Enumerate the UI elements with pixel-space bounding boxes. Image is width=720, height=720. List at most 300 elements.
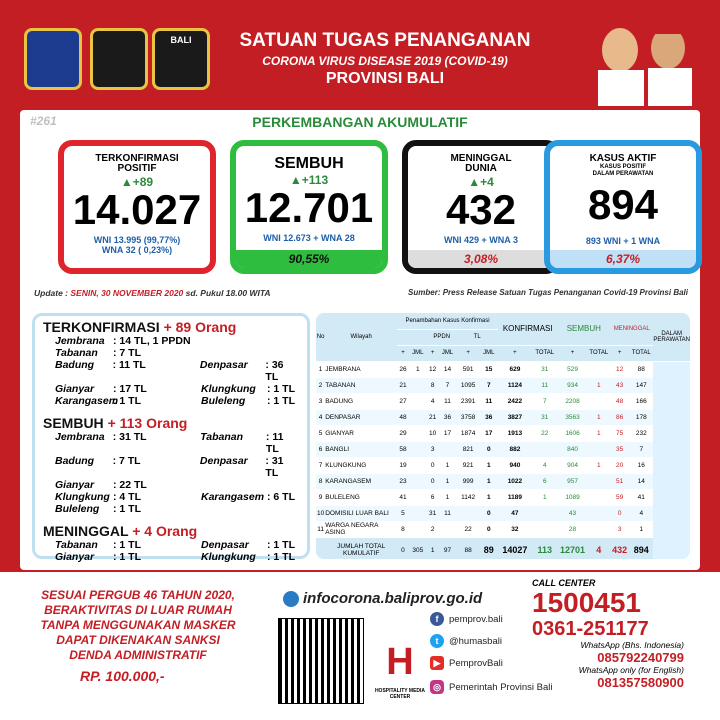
table-cell: JEMBRANA bbox=[325, 361, 397, 377]
table-cell: 0 bbox=[610, 505, 629, 521]
recovered-cell bbox=[201, 503, 267, 515]
table-cell: 43 bbox=[610, 377, 629, 393]
warning-line: BERAKTIVITAS DI LUAR RUMAH bbox=[44, 603, 232, 617]
col-tl-plus: + bbox=[457, 345, 480, 361]
col-konf-plus: + bbox=[498, 345, 532, 361]
hmc-logo bbox=[370, 636, 430, 712]
table-cell bbox=[409, 441, 427, 457]
table-cell: GIANYAR bbox=[325, 425, 397, 441]
confirmed-cell: Karangasem bbox=[55, 395, 119, 407]
confirmed-value: 14.027 bbox=[72, 186, 202, 233]
confirmed-cell: Badung bbox=[55, 359, 95, 371]
twitter-icon: t bbox=[430, 634, 444, 648]
total-cell: 89 bbox=[480, 537, 498, 559]
active-value: 894 bbox=[587, 181, 659, 228]
update-line bbox=[34, 288, 271, 298]
table-cell: 629 bbox=[498, 361, 532, 377]
table-cell: TABANAN bbox=[325, 377, 397, 393]
table-cell bbox=[409, 425, 427, 441]
qr-code[interactable] bbox=[278, 618, 364, 704]
total-row bbox=[316, 537, 690, 559]
warning-line: SESUAI PERGUB 46 TAHUN 2020, bbox=[41, 588, 235, 602]
table-cell bbox=[588, 489, 611, 505]
table-cell: 22 bbox=[457, 521, 480, 537]
header-subtitle: CORONA VIRUS DISEASE 2019 (COVID-19) bbox=[262, 54, 508, 68]
confirmed-cell: : 1 TL bbox=[267, 383, 295, 395]
table-cell: 934 bbox=[558, 377, 588, 393]
table-cell: 921 bbox=[457, 457, 480, 473]
table-cell: 2 bbox=[316, 377, 325, 393]
table-cell: 21 bbox=[397, 377, 409, 393]
col-tl-jml: JML bbox=[480, 345, 498, 361]
table-cell: 11 bbox=[532, 377, 558, 393]
whatsapp-2-number[interactable]: 081357580900 bbox=[597, 675, 684, 690]
recovered-row bbox=[43, 491, 299, 503]
table-cell: 20 bbox=[610, 457, 629, 473]
recovered-cell: Jembrana bbox=[55, 431, 105, 443]
col-ppln bbox=[397, 329, 427, 345]
recovered-cell: Karangasem bbox=[201, 491, 265, 503]
confirmed-delta: ▲+89 bbox=[120, 175, 154, 189]
table-cell: 882 bbox=[498, 441, 532, 457]
recovered-row bbox=[43, 479, 299, 491]
footer bbox=[0, 572, 720, 720]
table-cell: 11 bbox=[316, 521, 325, 537]
table-row bbox=[316, 489, 690, 505]
died-delta: ▲+4 bbox=[468, 175, 494, 189]
website-link[interactable] bbox=[283, 590, 482, 607]
recovered-cell: Klungkung bbox=[55, 491, 110, 503]
total-cell: 4 bbox=[588, 537, 611, 559]
total-cell bbox=[316, 537, 325, 559]
table-cell: 1089 bbox=[558, 489, 588, 505]
table-cell: 232 bbox=[629, 425, 653, 441]
table-cell: 6 bbox=[532, 473, 558, 489]
table-cell: 840 bbox=[558, 441, 588, 457]
died-cell: Denpasar bbox=[201, 539, 249, 551]
col-ppdn: PPDN bbox=[427, 329, 457, 345]
confirmed-heading-text: TERKONFIRMASI bbox=[43, 319, 160, 335]
col-ppdn-jml: JML bbox=[438, 345, 456, 361]
table-cell: 3758 bbox=[457, 409, 480, 425]
table-row bbox=[316, 473, 690, 489]
recovered-cell: Denpasar bbox=[199, 455, 248, 467]
table-cell: 3563 bbox=[558, 409, 588, 425]
twitter-handle: @humasbali bbox=[449, 635, 502, 647]
confirmed-cell: Denpasar bbox=[199, 359, 248, 371]
died-card bbox=[402, 140, 560, 274]
call-number-1[interactable]: 1500451 bbox=[532, 587, 642, 618]
table-cell: 1 bbox=[438, 489, 456, 505]
youtube-handle: PemprovBali bbox=[449, 657, 503, 669]
table-cell: BADUNG bbox=[325, 393, 397, 409]
hmc-label: HOSPITALITY MEDIA CENTER bbox=[374, 688, 426, 700]
table-cell: 8 bbox=[427, 377, 439, 393]
confirmed-cell: Gianyar bbox=[55, 383, 95, 395]
table-cell: 1 bbox=[438, 473, 456, 489]
whatsapp-2-label: WhatsApp only (for English) bbox=[578, 665, 684, 675]
table-cell: 3827 bbox=[498, 409, 532, 425]
table-cell: 5 bbox=[397, 505, 409, 521]
table-cell: 75 bbox=[610, 425, 629, 441]
table-cell: DOMISILI LUAR BALI bbox=[325, 505, 397, 521]
social-facebook[interactable] bbox=[430, 612, 503, 626]
fine-amount: RP. 100.000,- bbox=[80, 668, 165, 684]
col-sembuh: SEMBUH bbox=[558, 313, 611, 345]
table-cell: 178 bbox=[629, 409, 653, 425]
bali-province-logo bbox=[24, 28, 82, 90]
table-cell: 14 bbox=[629, 473, 653, 489]
total-cell: 12701 bbox=[558, 537, 588, 559]
active-card bbox=[544, 140, 702, 274]
table-cell bbox=[532, 441, 558, 457]
died-heading-text: MENINGGAL bbox=[43, 523, 129, 539]
table-cell: 6 bbox=[427, 489, 439, 505]
died-cell: : 1 TL bbox=[267, 551, 295, 563]
instagram-icon: ◎ bbox=[430, 680, 444, 694]
table-cell: 11 bbox=[438, 505, 456, 521]
table-cell: 21 bbox=[427, 409, 439, 425]
total-cell: 14027 bbox=[498, 537, 532, 559]
confirmed-wni: WNI 13.995 (99,77%) bbox=[93, 235, 181, 245]
table-cell bbox=[409, 457, 427, 473]
confirmed-row bbox=[43, 347, 299, 359]
total-cell: 88 bbox=[457, 537, 480, 559]
table-cell: 0 bbox=[480, 441, 498, 457]
whatsapp-1-number[interactable]: 085792240799 bbox=[597, 650, 684, 665]
district-table bbox=[316, 313, 690, 559]
recovered-cell: Badung bbox=[55, 455, 95, 467]
daily-breakdown bbox=[32, 313, 310, 563]
warning-line: TANPA MENGGUNAKAN MASKER bbox=[40, 618, 236, 632]
confirmed-cell: : 14 TL, 1 PPDN bbox=[113, 335, 191, 347]
update-date: SENIN, 30 NOVEMBER 2020 bbox=[70, 288, 184, 298]
recovered-cell bbox=[201, 479, 267, 491]
table-cell: 41 bbox=[397, 489, 409, 505]
died-cell: Gianyar bbox=[55, 551, 95, 563]
table-row bbox=[316, 425, 690, 441]
table-cell: 1 bbox=[480, 457, 498, 473]
recovered-delta: ▲+113 bbox=[289, 173, 329, 187]
table-row bbox=[316, 441, 690, 457]
recovered-cell: : 7 TL bbox=[112, 455, 141, 467]
table-cell: 0 bbox=[480, 521, 498, 537]
table-cell: 8 bbox=[316, 473, 325, 489]
table-cell: 166 bbox=[629, 393, 653, 409]
confirmed-cell bbox=[201, 347, 267, 359]
table-cell: 31 bbox=[427, 505, 439, 521]
table-cell: 22 bbox=[532, 425, 558, 441]
table-cell: 7 bbox=[438, 377, 456, 393]
table-cell: 36 bbox=[438, 409, 456, 425]
table-cell: 2 bbox=[427, 521, 439, 537]
table-cell: 1 bbox=[480, 473, 498, 489]
confirmed-cell: : 17 TL bbox=[113, 383, 147, 395]
table-cell: 1 bbox=[588, 457, 611, 473]
table-cell: 821 bbox=[457, 441, 480, 457]
website-text: infocorona.baliprov.go.id bbox=[303, 590, 483, 607]
active-percent: 6,37% bbox=[550, 250, 696, 268]
table-cell: 7 bbox=[316, 457, 325, 473]
table-cell: 8 bbox=[397, 521, 409, 537]
col-konf-total: TOTAL bbox=[532, 345, 558, 361]
recovered-cell: : 4 TL bbox=[113, 491, 141, 503]
table-cell bbox=[588, 521, 611, 537]
died-label: MENINGGAL bbox=[450, 153, 512, 164]
table-cell: 999 bbox=[457, 473, 480, 489]
call-number-2[interactable]: 0361-251177 bbox=[532, 618, 649, 640]
table-cell: WARGA NEGARA ASING bbox=[325, 521, 397, 537]
table-cell: 904 bbox=[558, 457, 588, 473]
recovered-cell: : 31 TL bbox=[265, 455, 284, 479]
table-cell: 26 bbox=[397, 361, 409, 377]
table-cell: 1 bbox=[316, 361, 325, 377]
recovered-percent: 90,55% bbox=[236, 250, 382, 268]
active-label: KASUS AKTIF bbox=[589, 153, 657, 164]
panel-title: PERKEMBANGAN AKUMULATIF bbox=[252, 114, 468, 130]
confirmed-heading-add: + 89 Orang bbox=[163, 319, 237, 335]
table-cell: 0 bbox=[427, 473, 439, 489]
table-cell: 7 bbox=[629, 441, 653, 457]
died-cell: : 1 TL bbox=[113, 551, 141, 563]
table-cell: 23 bbox=[397, 473, 409, 489]
table-cell: 15 bbox=[480, 361, 498, 377]
died-cell: Tabanan bbox=[55, 539, 98, 551]
table-cell: 940 bbox=[498, 457, 532, 473]
table-cell: 12 bbox=[427, 361, 439, 377]
died-cell: : 1 TL bbox=[113, 539, 141, 551]
table-cell bbox=[409, 377, 427, 393]
table-cell: 1 bbox=[588, 409, 611, 425]
table-cell: KARANGASEM bbox=[325, 473, 397, 489]
col-men-total: TOTAL bbox=[629, 345, 653, 361]
recovered-cell: : 1 TL bbox=[113, 503, 141, 515]
main-panel bbox=[20, 110, 700, 570]
recovered-cell: : 11 TL bbox=[265, 431, 284, 455]
table-cell: 2391 bbox=[457, 393, 480, 409]
table-cell: 19 bbox=[397, 457, 409, 473]
table-cell: 36 bbox=[480, 409, 498, 425]
table-row bbox=[316, 393, 690, 409]
died-row bbox=[43, 551, 299, 563]
table-cell: 1 bbox=[438, 457, 456, 473]
table-cell bbox=[409, 505, 427, 521]
instagram-handle: Pemerintah Provinsi Bali bbox=[449, 681, 553, 693]
table-cell: 1 bbox=[409, 361, 427, 377]
recovered-value: 12.701 bbox=[244, 184, 374, 231]
confirmed-label: TERKONFIRMASI bbox=[95, 153, 179, 164]
total-cell: 0 bbox=[397, 537, 409, 559]
active-breakdown: 893 WNI + 1 WNA bbox=[585, 236, 661, 246]
table-cell: 7 bbox=[532, 393, 558, 409]
table-cell: 1 bbox=[532, 489, 558, 505]
col-ppln-plus: + bbox=[397, 345, 409, 361]
header bbox=[0, 0, 720, 108]
table-cell bbox=[409, 489, 427, 505]
table-cell: 1142 bbox=[457, 489, 480, 505]
warning-line: DAPAT DIKENAKAN SANKSI bbox=[56, 633, 220, 647]
udayana-logo bbox=[90, 28, 148, 90]
confirmed-cell bbox=[201, 335, 267, 347]
warning-line: DENDA ADMINISTRATIF bbox=[69, 648, 207, 662]
table-cell: 0 bbox=[427, 457, 439, 473]
died-cell: : 1 TL bbox=[267, 539, 295, 551]
table-cell bbox=[588, 505, 611, 521]
table-row bbox=[316, 361, 690, 377]
header-province: PROVINSI BALI bbox=[325, 70, 445, 87]
mask-warning bbox=[18, 588, 258, 663]
died-value: 432 bbox=[445, 186, 517, 233]
table-cell: 88 bbox=[629, 361, 653, 377]
total-cell: 113 bbox=[532, 537, 558, 559]
table-cell: 1 bbox=[588, 425, 611, 441]
recovered-heading-text: SEMBUH bbox=[43, 415, 104, 431]
table-cell: 11 bbox=[480, 393, 498, 409]
total-cell: 894 bbox=[629, 537, 653, 559]
table-cell: 6 bbox=[316, 441, 325, 457]
recovered-card bbox=[230, 140, 388, 274]
table-cell bbox=[532, 505, 558, 521]
table-cell: 12 bbox=[610, 361, 629, 377]
table-cell bbox=[457, 505, 480, 521]
table-cell bbox=[409, 393, 427, 409]
total-cell: JUMLAH TOTAL KUMULATIF bbox=[325, 537, 397, 559]
table-row bbox=[316, 377, 690, 393]
recovered-cell: : 6 TL bbox=[267, 491, 295, 503]
recovered-heading bbox=[43, 415, 299, 431]
table-cell: 0 bbox=[480, 505, 498, 521]
confirmed-cell: Tabanan bbox=[55, 347, 98, 359]
col-ppln-jml: JML bbox=[409, 345, 427, 361]
table-cell: 48 bbox=[610, 393, 629, 409]
confirmed-row bbox=[43, 395, 299, 407]
col-meninggal: MENINGGAL bbox=[610, 313, 653, 345]
social-youtube[interactable] bbox=[430, 656, 503, 670]
officials-photo bbox=[590, 10, 700, 106]
table-row bbox=[316, 457, 690, 473]
table-cell bbox=[438, 521, 456, 537]
died-heading bbox=[43, 523, 299, 539]
call-center-label: CALL CENTER bbox=[532, 578, 596, 588]
table-cell: 1 bbox=[588, 377, 611, 393]
confirmed-heading bbox=[43, 319, 299, 335]
table-cell bbox=[409, 521, 427, 537]
confirmed-wna: WNA 32 ( 0,23%) bbox=[101, 245, 173, 255]
recovered-cell: Tabanan bbox=[200, 431, 244, 443]
confirmed-cell: Klungkung bbox=[201, 383, 256, 395]
table-cell: 1606 bbox=[558, 425, 588, 441]
table-cell: 1124 bbox=[498, 377, 532, 393]
table-cell: KLUNGKUNG bbox=[325, 457, 397, 473]
hmc-mark: H bbox=[386, 641, 414, 683]
col-no: No bbox=[316, 313, 325, 361]
table-cell: 31 bbox=[532, 409, 558, 425]
confirmed-cell: : 1 TL bbox=[267, 395, 295, 407]
table-cell: 47 bbox=[498, 505, 532, 521]
globe-icon bbox=[283, 591, 299, 607]
confirmed-cell: Buleleng bbox=[201, 395, 246, 407]
facebook-handle: pemprov.bali bbox=[449, 613, 503, 625]
recovered-row bbox=[43, 503, 299, 515]
col-wilayah: Wilayah bbox=[325, 313, 397, 361]
update-prefix: Update : bbox=[34, 288, 68, 298]
table-cell: 1095 bbox=[457, 377, 480, 393]
col-tl: TL bbox=[457, 329, 498, 345]
table-cell: 529 bbox=[558, 361, 588, 377]
source-line: Sumber: Press Release Satuan Tugas Penanganan Covid-19 Provinsi Bali bbox=[408, 288, 688, 297]
col-men-plus: + bbox=[610, 345, 629, 361]
table-cell: 4 bbox=[316, 409, 325, 425]
table-cell: 4 bbox=[427, 393, 439, 409]
table-cell: 58 bbox=[397, 441, 409, 457]
recovered-cell: Buleleng bbox=[55, 503, 100, 515]
table-cell bbox=[588, 361, 611, 377]
table-row bbox=[316, 505, 690, 521]
confirmed-cell: : 36 TL bbox=[265, 359, 284, 383]
table-cell: 17 bbox=[438, 425, 456, 441]
active-label3: DALAM PERAWATAN bbox=[592, 171, 654, 177]
recovered-row bbox=[43, 455, 299, 479]
recovered-heading-add: + 113 Orang bbox=[107, 415, 188, 431]
table-cell: DENPASAR bbox=[325, 409, 397, 425]
confirmed-cell: : 1 TL bbox=[113, 395, 141, 407]
confirmed-row bbox=[43, 359, 299, 383]
table-cell: 43 bbox=[558, 505, 588, 521]
col-perawatan: DALAM PERAWATAN bbox=[653, 313, 690, 361]
col-sembuh-total: TOTAL bbox=[588, 345, 611, 361]
recovered-cell: Gianyar bbox=[55, 479, 95, 491]
table-cell: 27 bbox=[397, 393, 409, 409]
table-cell: 41 bbox=[629, 489, 653, 505]
table-cell: 3 bbox=[316, 393, 325, 409]
recovered-cell: : 22 TL bbox=[113, 479, 147, 491]
total-cell: 305 bbox=[409, 537, 427, 559]
table-cell: 5 bbox=[316, 425, 325, 441]
table-cell bbox=[588, 393, 611, 409]
table-cell: 1 bbox=[480, 489, 498, 505]
table-cell: 14 bbox=[438, 361, 456, 377]
table-cell: 4 bbox=[532, 457, 558, 473]
active-label2: KASUS POSITIF bbox=[599, 164, 646, 170]
recovered-breakdown: WNI 12.673 + WNA 28 bbox=[263, 233, 355, 243]
table-cell: 3 bbox=[610, 521, 629, 537]
total-cell: 97 bbox=[438, 537, 456, 559]
social-twitter[interactable] bbox=[430, 634, 502, 648]
table-cell: 1913 bbox=[498, 425, 532, 441]
youtube-icon: ▶ bbox=[430, 656, 444, 670]
whatsapp-1-label: WhatsApp (Bhs. Indonesia) bbox=[580, 640, 684, 650]
table-cell: 10 bbox=[427, 425, 439, 441]
table-cell: 1 bbox=[629, 521, 653, 537]
total-cell: 1 bbox=[427, 537, 439, 559]
table-cell: 1022 bbox=[498, 473, 532, 489]
table-cell: 4 bbox=[629, 505, 653, 521]
table-cell: 17 bbox=[480, 425, 498, 441]
table-cell: 10 bbox=[316, 505, 325, 521]
table-cell: 9 bbox=[316, 489, 325, 505]
table-cell: BULELENG bbox=[325, 489, 397, 505]
total-cell: 432 bbox=[610, 537, 629, 559]
table-cell bbox=[438, 441, 456, 457]
table-row bbox=[316, 409, 690, 425]
table-cell: 2208 bbox=[558, 393, 588, 409]
col-sembuh-plus: + bbox=[558, 345, 588, 361]
table-cell: 59 bbox=[610, 489, 629, 505]
table-cell: 48 bbox=[397, 409, 409, 425]
facebook-icon: f bbox=[430, 612, 444, 626]
confirmed-card bbox=[58, 140, 216, 274]
recovered-row bbox=[43, 431, 299, 455]
